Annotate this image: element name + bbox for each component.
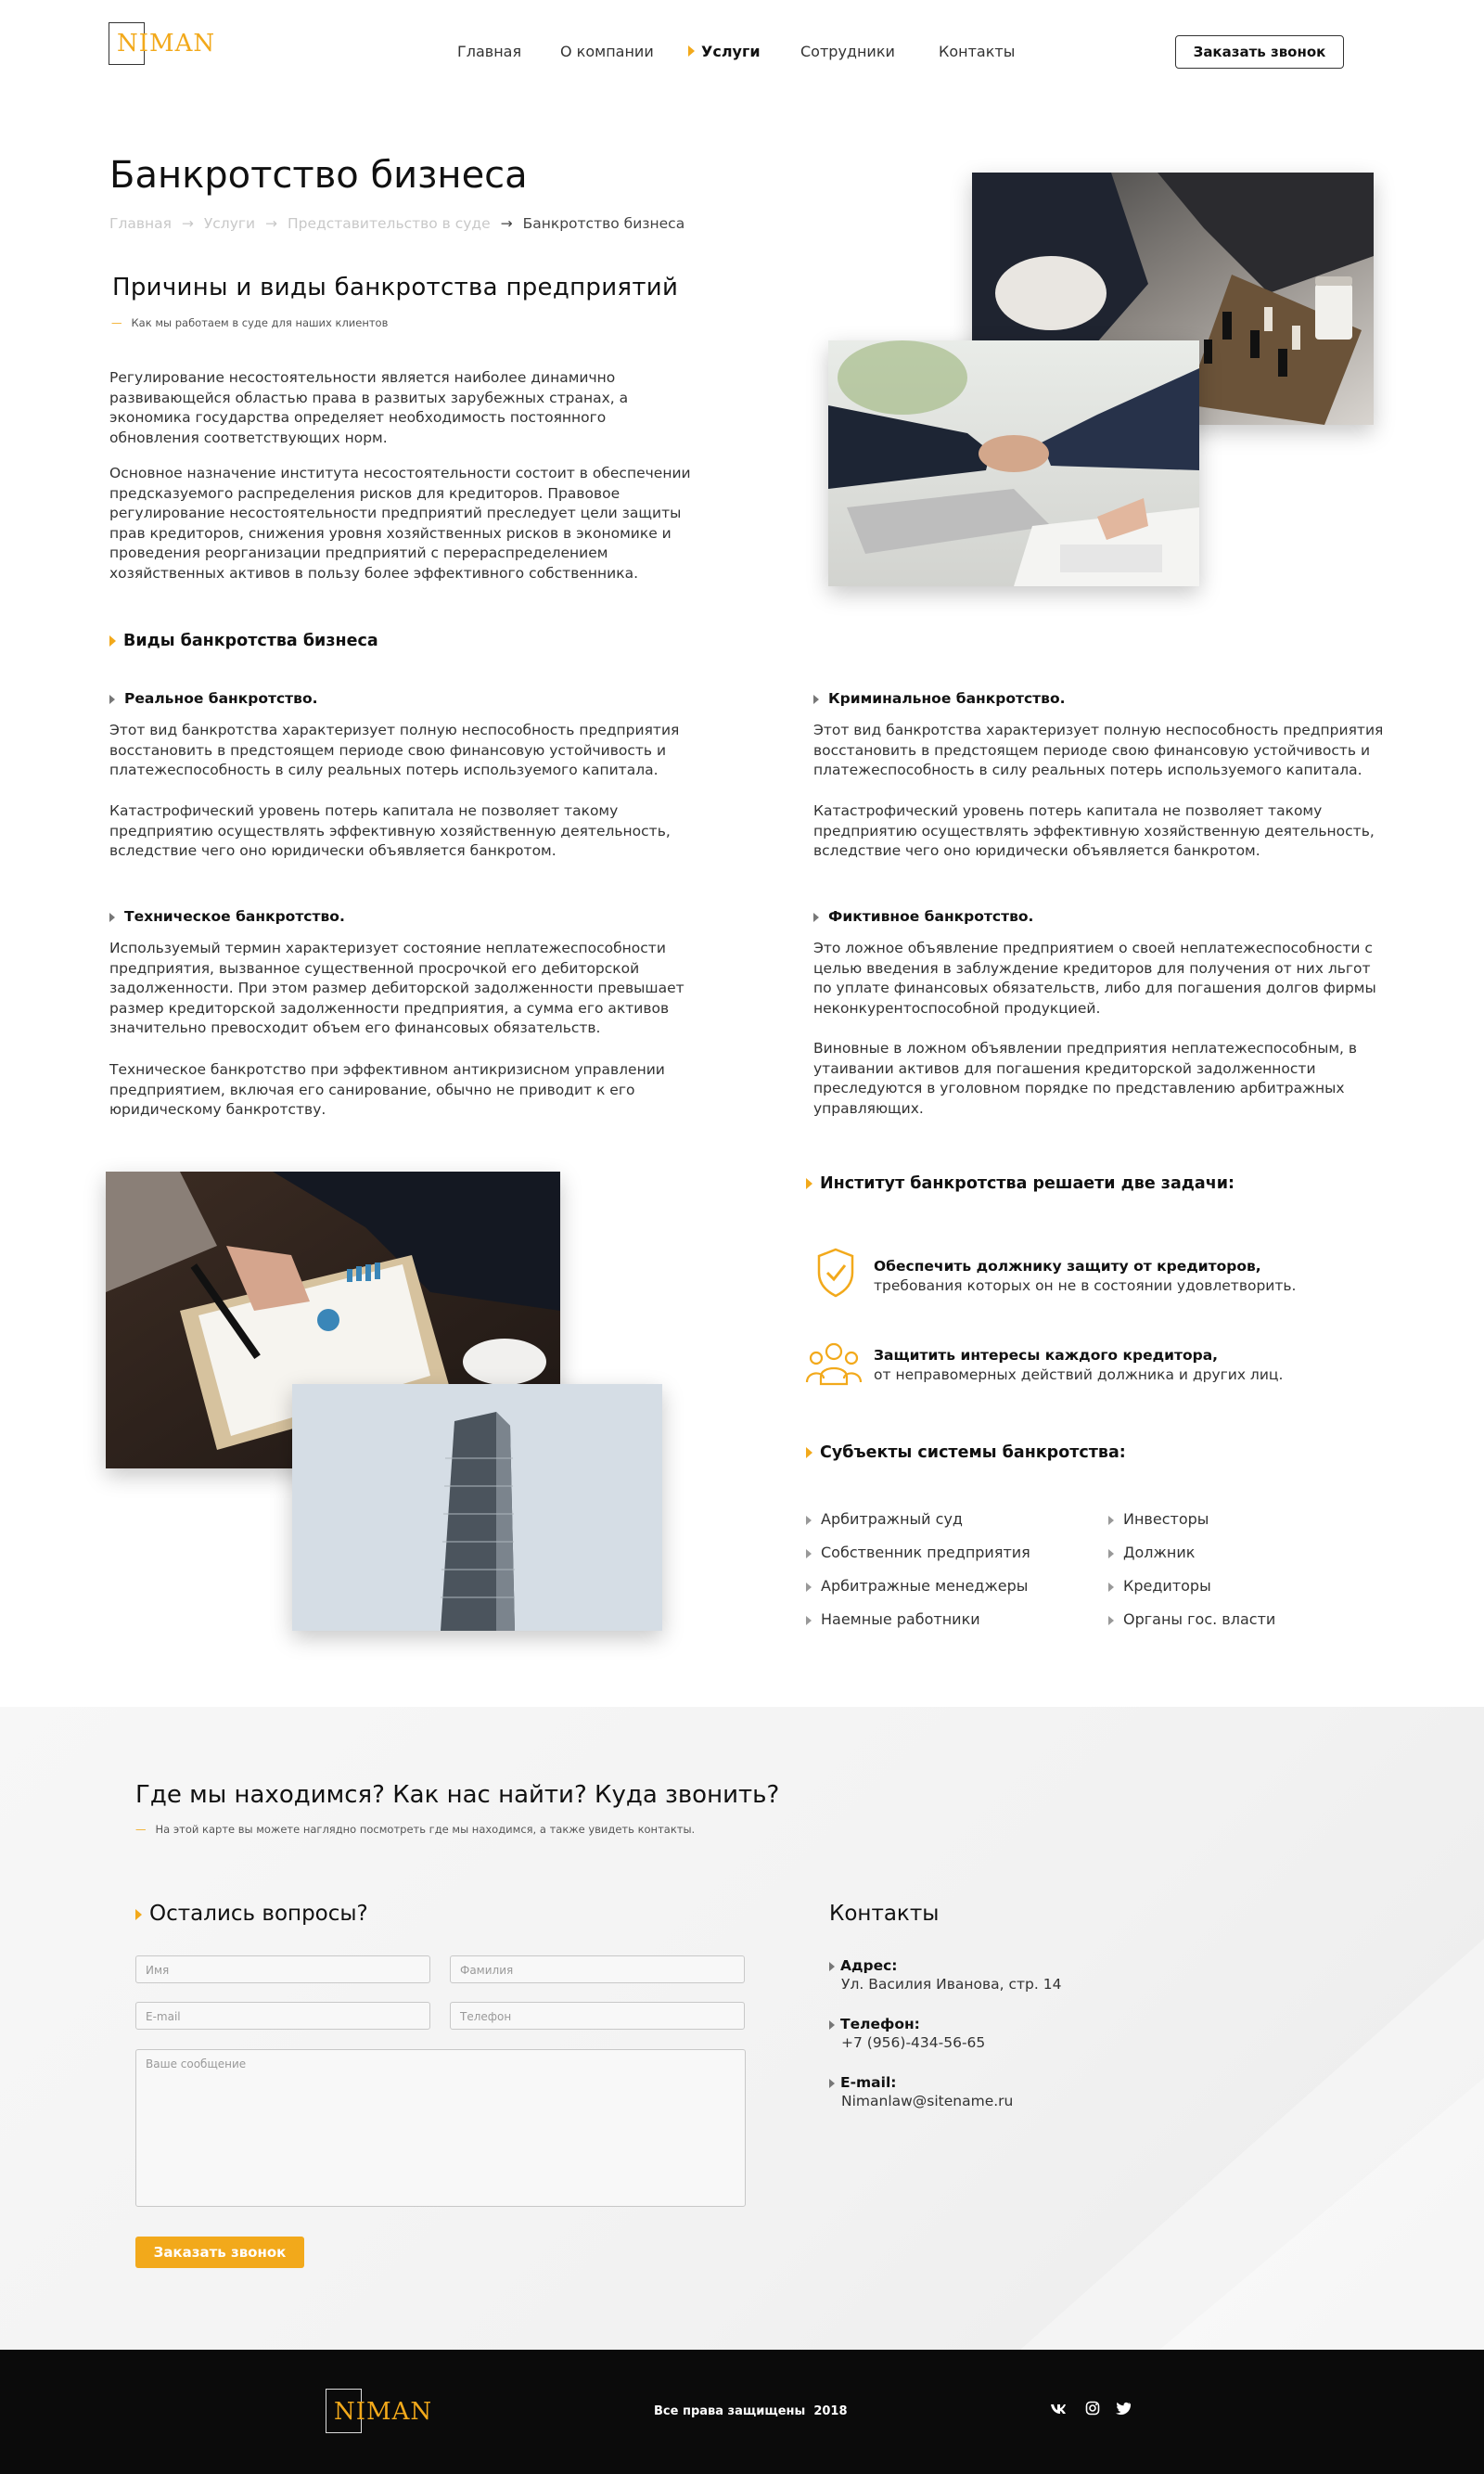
nav-staff[interactable]: Сотрудники bbox=[800, 43, 895, 60]
shield-check-icon bbox=[813, 1247, 858, 1302]
tasks-heading: Институт банкротства решаети две задачи: bbox=[806, 1174, 1235, 1193]
list-item: Кредиторы bbox=[1108, 1577, 1211, 1595]
nav-active-marker bbox=[688, 45, 695, 57]
name-input[interactable]: Имя bbox=[135, 1955, 430, 1983]
address-value: Ул. Василия Иванова, стр. 14 bbox=[841, 1976, 1062, 1993]
message-textarea[interactable]: Ваше сообщение bbox=[135, 2049, 746, 2207]
page-title: Банкротство бизнеса bbox=[109, 154, 528, 197]
email-block bbox=[829, 2074, 1013, 2109]
form-heading: Остались вопросы? bbox=[135, 1902, 368, 1926]
photo-handshake bbox=[828, 340, 1199, 586]
list-item: Собственник предприятия bbox=[806, 1544, 1030, 1561]
header bbox=[0, 0, 1484, 102]
technical-p2: Техническое банкротство при эффективном антикризисном управлении предприятием, включая его санирование, обычно не приводит к его юридическому банкротству. bbox=[109, 1061, 665, 1118]
breadcrumb: Главная → Услуги → Представительство в суде → Банкротство бизнеса bbox=[109, 215, 685, 232]
fictitious-p2: Виновные в ложном объявлении предприятия неплатежеспособным, в утаивании активов для погашения кредиторской задолженности преследуются в уголовном порядке по представлению арбитражных управляющих. bbox=[813, 1040, 1358, 1117]
footer bbox=[0, 2350, 1484, 2474]
people-group-icon bbox=[805, 1338, 863, 1395]
list-item: Органы гос. власти bbox=[1108, 1610, 1275, 1628]
callback-button[interactable]: Заказать звонок bbox=[1175, 35, 1344, 69]
logo[interactable] bbox=[109, 20, 220, 67]
surname-input[interactable]: Фамилия bbox=[450, 1955, 745, 1983]
email-input[interactable]: E-mail bbox=[135, 2002, 430, 2030]
intro-subtitle: — Как мы работаем в суде для наших клиентов bbox=[111, 316, 389, 329]
footer-logo-text: NIMAN bbox=[334, 2398, 433, 2426]
criminal-p1: Этот вид банкротства характеризует полную неспособность предприятия восстановить в предстоящем периоде свою финансовую устойчивость и платежеспособность в силу реальных потерь используемого капитала. bbox=[813, 722, 1384, 778]
breadcrumb-services[interactable]: Услуги bbox=[203, 215, 256, 232]
list-item: Арбитражные менеджеры bbox=[806, 1577, 1028, 1595]
logo-text: NIMAN bbox=[117, 30, 216, 58]
twitter-icon[interactable] bbox=[1115, 2402, 1132, 2419]
breadcrumb-court[interactable]: Представительство в суде bbox=[287, 215, 491, 232]
address-block bbox=[829, 1957, 1061, 1993]
nav-contacts[interactable]: Контакты bbox=[939, 43, 1016, 60]
breadcrumb-current: Банкротство бизнеса bbox=[522, 215, 685, 232]
intro-paragraph-2: Основное назначение института несостоятельности состоит в обеспечении предсказуемого распределения рисков для кредиторов. Правовое регулирование несостоятельности предприятий преследует цели защиты прав кредиторов, снижения уровня хозяйственных рисков в экономике и проведения реорганизации предприятий с перераспределением хозяйственных активов в пользу более эффективного собственника. bbox=[109, 465, 691, 582]
types-heading: Виды банкротства бизнеса bbox=[109, 632, 378, 650]
footer-logo[interactable] bbox=[326, 2389, 437, 2435]
contacts-heading: Контакты bbox=[829, 1902, 940, 1926]
phone-value[interactable]: +7 (956)-434-56-65 bbox=[841, 2034, 986, 2051]
intro-heading: Причины и виды банкротства предприятий bbox=[112, 274, 679, 301]
task-1-text: требования которых он не в состоянии удовлетворить. bbox=[874, 1277, 1297, 1294]
subjects-heading: Субъекты системы банкротства: bbox=[806, 1443, 1126, 1462]
technical-p1: Используемый термин характеризует состояние неплатежеспособности предприятия, вызванное существенной просрочкой его дебиторской задолженности. При этом размер дебиторской задолженности превышает размер кредиторской задолженности предприятия, а сумма его активов значительно превосходит объем его финансовых обязательств. bbox=[109, 940, 684, 1036]
list-item: Арбитражный суд bbox=[806, 1510, 963, 1528]
intro-paragraph-1: Регулирование несостоятельности является наиболее динамично развивающейся областью права в развитых зарубежных странах, а экономика государства определяет необходимость постоянного обновления соответствующих норм. bbox=[109, 369, 629, 446]
real-p1: Этот вид банкротства характеризует полную неспособность предприятия восстановить в предстоящем периоде свою финансовую устойчивость и платежеспособность в силу реальных потерь используемого капитала. bbox=[109, 722, 680, 778]
breadcrumb-home[interactable]: Главная bbox=[109, 215, 172, 232]
list-item: Должник bbox=[1108, 1544, 1195, 1561]
location-heading: Где мы находимся? Как нас найти? Куда звонить? bbox=[135, 1781, 780, 1809]
task-1-bold: Обеспечить должнику защиту от кредиторов, bbox=[874, 1258, 1261, 1275]
submit-button[interactable]: Заказать звонок bbox=[135, 2237, 304, 2268]
location-subtitle: — На этой карте вы можете наглядно посмотреть где мы находимся, а также увидеть контакты. bbox=[135, 1823, 696, 1836]
fictitious-title: Фиктивное банкротство. bbox=[813, 908, 1033, 925]
task-item-1 bbox=[812, 1247, 1405, 1302]
email-label: E-mail: bbox=[840, 2074, 897, 2091]
contact-section bbox=[0, 1707, 1484, 2350]
nav-home[interactable]: Главная bbox=[457, 43, 522, 60]
nav-services[interactable]: Услуги bbox=[701, 43, 761, 60]
vk-icon[interactable] bbox=[1050, 2402, 1067, 2419]
real-title: Реальное банкротство. bbox=[109, 690, 318, 707]
criminal-p2: Катастрофический уровень потерь капитала не позволяет такому предприятию осуществлять эффективную хозяйственную деятельность, вследствие чего оно юридически объявляется банкротом. bbox=[813, 802, 1375, 859]
fictitious-p1: Это ложное объявление предприятием о своей неплатежеспособности с целью введения в заблуждение кредиторов для получения от них льгот по уплате финансовых обязательств, либо для погашения долгов фирмы неконкурентоспособной продукцией. bbox=[813, 940, 1376, 1017]
list-item: Инвесторы bbox=[1108, 1510, 1209, 1528]
nav-about[interactable]: О компании bbox=[560, 43, 654, 60]
list-item: Наемные работники bbox=[806, 1610, 980, 1628]
task-2-bold: Защитить интересы каждого кредитора, bbox=[874, 1347, 1219, 1364]
address-label: Адрес: bbox=[840, 1957, 898, 1974]
phone-block bbox=[829, 2016, 985, 2051]
email-value[interactable]: Nimanlaw@sitename.ru bbox=[841, 2093, 1014, 2109]
instagram-icon[interactable] bbox=[1085, 2401, 1100, 2419]
criminal-title: Криминальное банкротство. bbox=[813, 690, 1066, 707]
task-item-2 bbox=[805, 1338, 1399, 1393]
phone-input[interactable]: Телефон bbox=[450, 2002, 745, 2030]
technical-title: Техническое банкротство. bbox=[109, 908, 345, 925]
real-p2: Катастрофический уровень потерь капитала не позволяет такому предприятию осуществлять эффективную хозяйственную деятельность, вследствие чего оно юридически объявляется банкротом. bbox=[109, 802, 671, 859]
copyright: Все права защищены 2018 bbox=[654, 2404, 848, 2418]
phone-label: Телефон: bbox=[840, 2016, 920, 2032]
task-2-text: от неправомерных действий должника и других лиц. bbox=[874, 1366, 1284, 1383]
photo-skyscraper bbox=[292, 1384, 662, 1631]
